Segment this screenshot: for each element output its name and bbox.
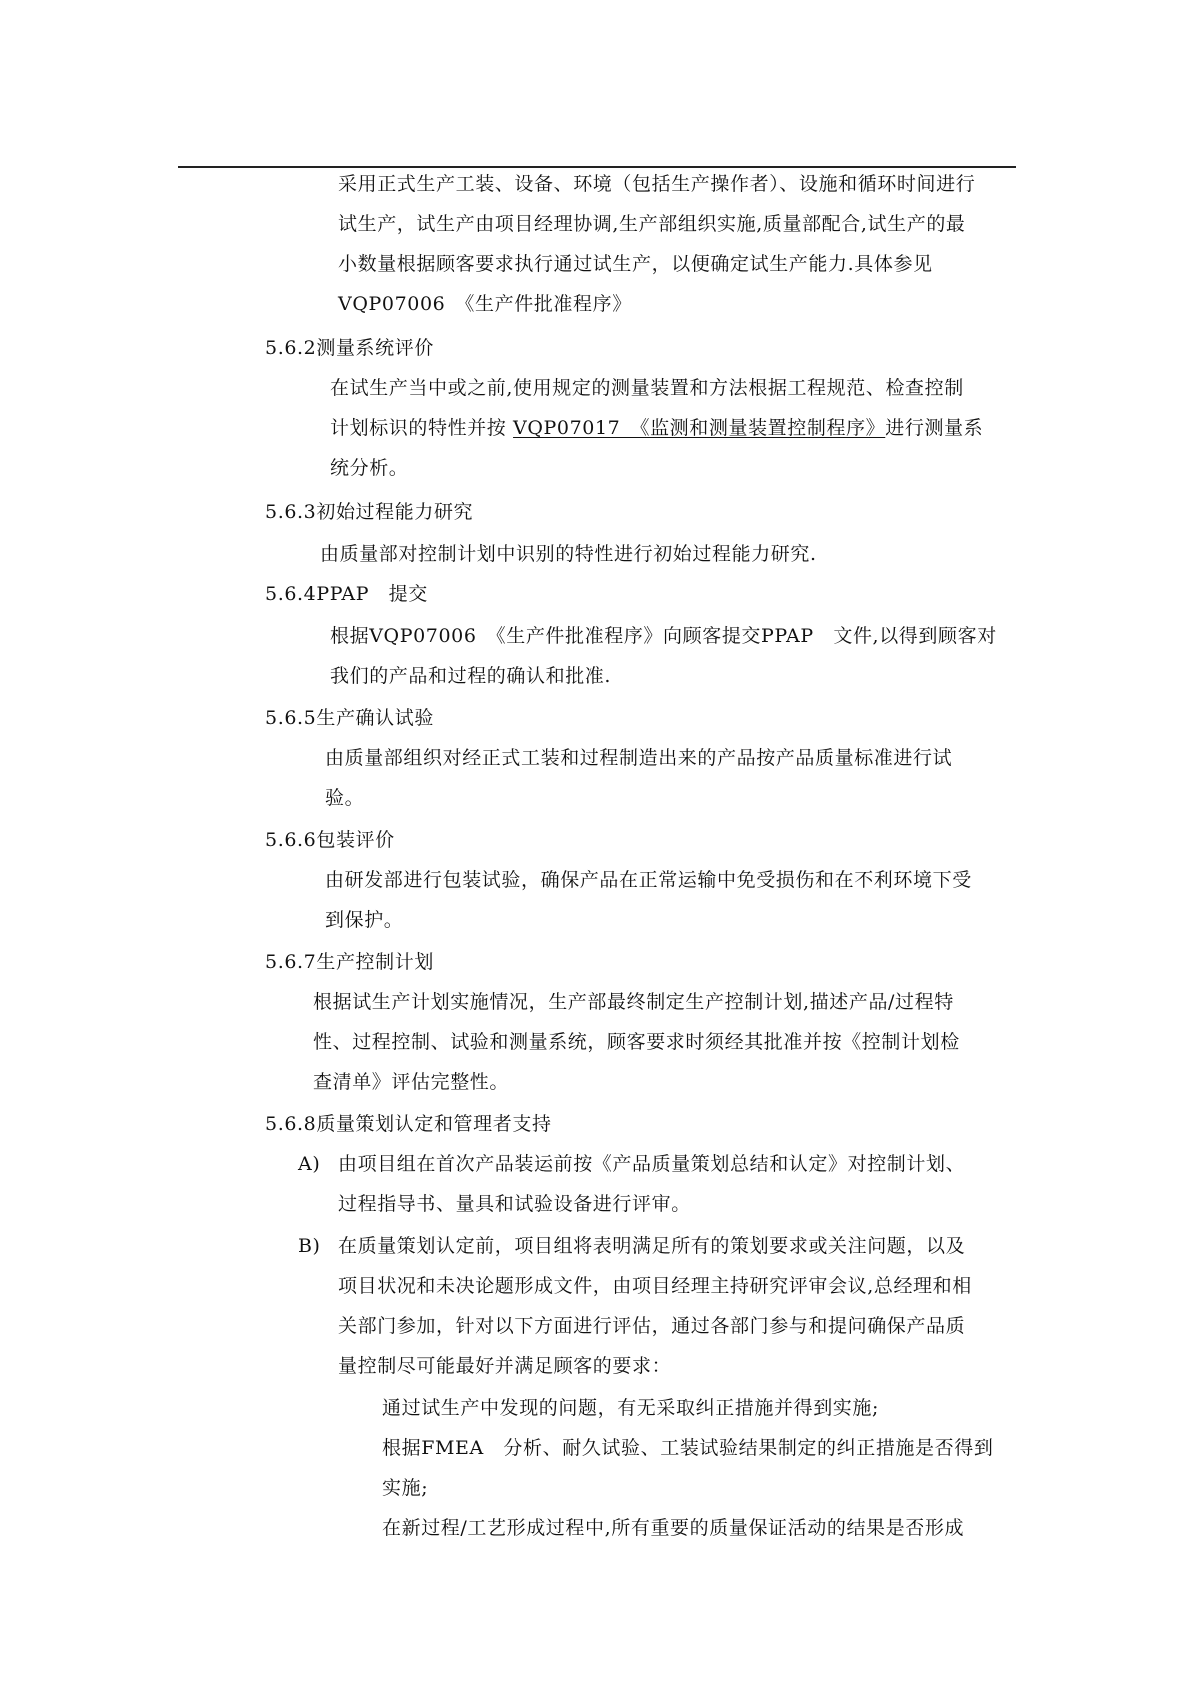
intro-line-4: VQP07006 《生产件批准程序》 — [338, 293, 632, 315]
sub-line-4: 在新过程/工艺形成过程中,所有重要的质量保证活动的结果是否形成 — [382, 1517, 965, 1539]
sub-line-2: 根据FMEA 分析、耐久试验、工装试验结果制定的纠正措施是否得到 — [382, 1437, 994, 1459]
section-5-6-8-heading: 5.6.8质量策划认定和管理者支持 — [265, 1113, 552, 1135]
s567-line-3: 查清单》评估完整性。 — [313, 1071, 510, 1093]
s564-line-2: 我们的产品和过程的确认和批准. — [330, 665, 612, 687]
item-a-line-1: 由项目组在首次产品装运前按《产品质量策划总结和认定》对控制计划、 — [338, 1153, 966, 1175]
item-a-marker: A) — [298, 1153, 321, 1175]
section-5-6-7-heading: 5.6.7生产控制计划 — [265, 951, 434, 973]
s565-line-2: 验。 — [325, 787, 365, 809]
intro-line-3: 小数量根据顾客要求执行通过试生产，以便确定试生产能力.具体参见 — [338, 253, 933, 275]
item-b-line-3: 关部门参加，针对以下方面进行评估，通过各部门参与和提问确保产品质 — [338, 1315, 966, 1337]
header-rule — [178, 166, 1016, 168]
intro-line-2: 试生产，试生产由项目经理协调,生产部组织实施,质量部配合,试生产的最 — [338, 213, 966, 235]
section-5-6-3-heading: 5.6.3初始过程能力研究 — [265, 501, 474, 523]
s566-line-1: 由研发部进行包装试验，确保产品在正常运输中免受损伤和在不利环境下受 — [325, 869, 972, 891]
item-b-line-4: 量控制尽可能最好并满足顾客的要求： — [338, 1355, 672, 1377]
item-b-line-1: 在质量策划认定前，项目组将表明满足所有的策划要求或关注问题，以及 — [338, 1235, 966, 1257]
sub-line-3: 实施; — [382, 1477, 429, 1499]
section-5-6-4-heading: 5.6.4PPAP 提交 — [265, 583, 428, 605]
s562-line-1: 在试生产当中或之前,使用规定的测量装置和方法根据工程规范、检查控制 — [330, 377, 964, 399]
item-b-line-2: 项目状况和未决论题形成文件，由项目经理主持研究评审会议,总经理和相 — [338, 1275, 972, 1297]
s562-line-2-text-a: 计划标识的特性并按 — [330, 417, 514, 439]
s562-line-2 — [330, 416, 983, 440]
s564-line-1: 根据VQP07006 《生产件批准程序》向顾客提交PPAP 文件,以得到顾客对 — [330, 625, 997, 647]
vqp07017-reference-link[interactable]: VQP07017 《监测和测量装置控制程序》 — [513, 417, 886, 439]
s567-line-2: 性、过程控制、试验和测量系统，顾客要求时须经其批准并按《控制计划检 — [313, 1031, 960, 1053]
intro-line-1: 采用正式生产工装、设备、环境（包括生产操作者）、设施和循环时间进行 — [338, 173, 976, 195]
s562-line-2-text-b: 进行测量系 — [885, 417, 984, 439]
s566-line-2: 到保护。 — [325, 909, 404, 931]
section-5-6-2-heading: 5.6.2测量系统评价 — [265, 337, 434, 359]
s565-line-1: 由质量部组织对经正式工装和过程制造出来的产品按产品质量标准进行试 — [325, 747, 953, 769]
s567-line-1: 根据试生产计划实施情况，生产部最终制定生产控制计划,描述产品/过程特 — [313, 991, 954, 1013]
sub-line-1: 通过试生产中发现的问题，有无采取纠正措施并得到实施; — [382, 1397, 880, 1419]
s563-line-1: 由质量部对控制计划中识别的特性进行初始过程能力研究. — [320, 543, 817, 565]
item-b-marker: B) — [298, 1235, 321, 1257]
item-a-line-2: 过程指导书、量具和试验设备进行评审。 — [338, 1193, 691, 1215]
section-5-6-5-heading: 5.6.5生产确认试验 — [265, 707, 434, 729]
section-5-6-6-heading: 5.6.6包装评价 — [265, 829, 395, 851]
s562-line-3: 统分析。 — [330, 457, 409, 479]
